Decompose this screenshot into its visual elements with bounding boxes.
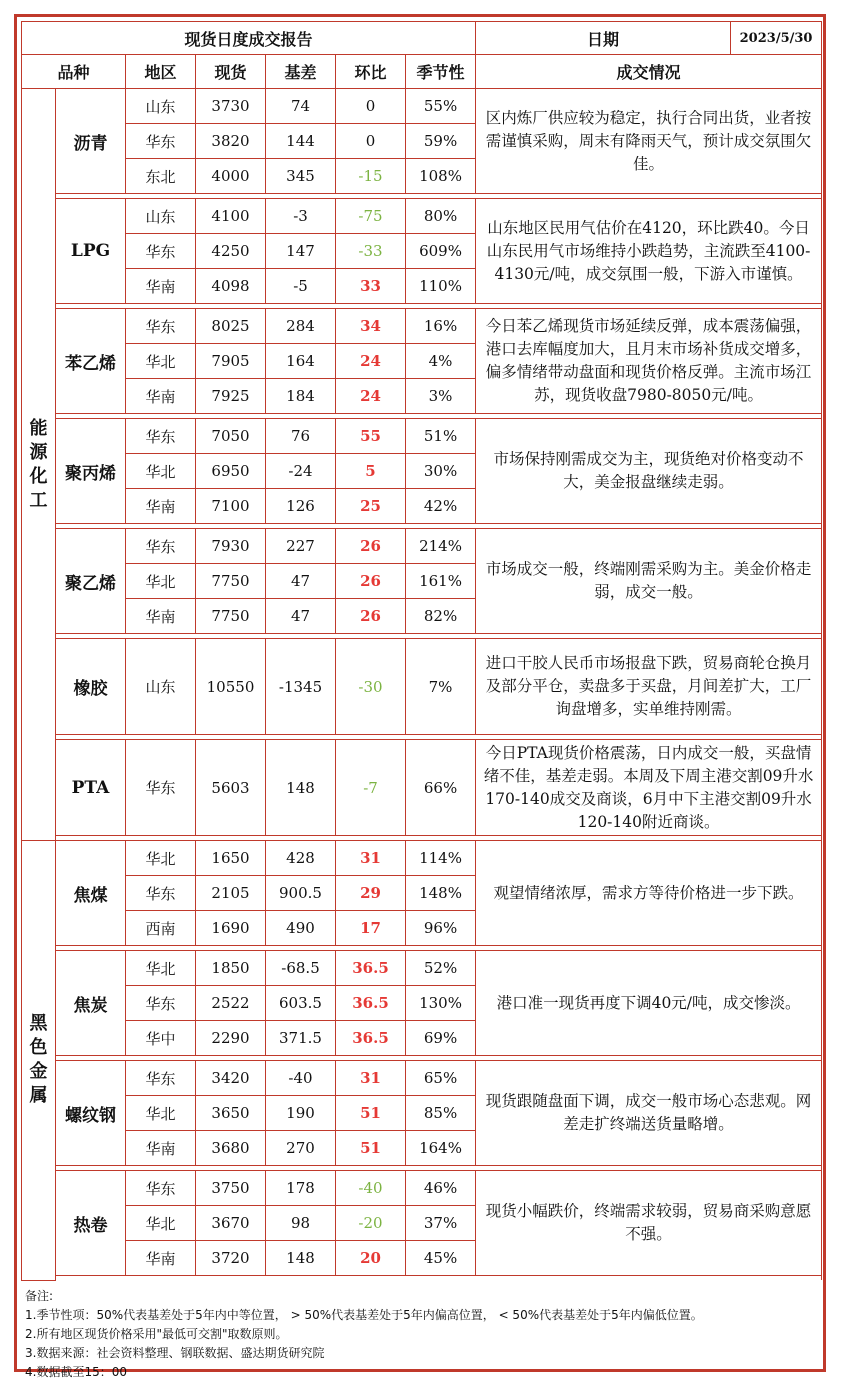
region-cell: 华东: [126, 309, 196, 344]
change-cell: 51: [336, 1096, 406, 1131]
spot-cell: 7750: [196, 564, 266, 599]
product-separator: [22, 1276, 822, 1281]
change-cell: -75: [336, 199, 406, 234]
deal-description: 今日苯乙烯现货市场延续反弹，成本震荡偏强，港口去库幅度加大，且月末市场补货成交增多，偏多情绪带动盘面和现货价格反弹。主流市场江苏，现货收盘7980-8050元/吨。: [476, 309, 822, 414]
table-row: [22, 1061, 822, 1096]
table-row: [22, 841, 822, 876]
region-cell: 华东: [126, 419, 196, 454]
col-header-basis: 基差: [266, 55, 336, 89]
change-cell: 26: [336, 599, 406, 634]
change-cell: -20: [336, 1206, 406, 1241]
deal-description: 市场成交一般，终端刚需采购为主。美金价格走弱，成交一般。: [476, 529, 822, 634]
basis-cell: 284: [266, 309, 336, 344]
col-header-spot: 现货: [196, 55, 266, 89]
product-name: LPG: [56, 199, 126, 304]
deal-description: 港口准一现货再度下调40元/吨，成交惨淡。: [476, 951, 822, 1056]
basis-cell: 98: [266, 1206, 336, 1241]
region-cell: 华北: [126, 564, 196, 599]
product-name: 热卷: [56, 1171, 126, 1276]
basis-cell: 900.5: [266, 876, 336, 911]
spot-cell: 3750: [196, 1171, 266, 1206]
spot-cell: 7100: [196, 489, 266, 524]
spot-cell: 3820: [196, 124, 266, 159]
table-row: [22, 89, 822, 124]
change-cell: 31: [336, 841, 406, 876]
product-name: 螺纹钢: [56, 1061, 126, 1166]
change-cell: -40: [336, 1171, 406, 1206]
spot-cell: 6950: [196, 454, 266, 489]
spot-cell: 1850: [196, 951, 266, 986]
basis-cell: 345: [266, 159, 336, 194]
spot-cell: 3680: [196, 1131, 266, 1166]
basis-cell: 148: [266, 1241, 336, 1276]
basis-cell: -3: [266, 199, 336, 234]
table-row: [22, 740, 822, 836]
product-name: 橡胶: [56, 639, 126, 735]
region-cell: 华东: [126, 1061, 196, 1096]
deal-description: 进口干胶人民币市场报盘下跌，贸易商轮仓换月及部分平仓，卖盘多于买盘，月间差扩大，工厂询盘增多，实单维持刚需。: [476, 639, 822, 735]
basis-cell: 270: [266, 1131, 336, 1166]
product-name: PTA: [56, 740, 126, 836]
region-cell: 华中: [126, 1021, 196, 1056]
change-cell: 51: [336, 1131, 406, 1166]
region-cell: 华东: [126, 234, 196, 269]
basis-cell: -68.5: [266, 951, 336, 986]
change-cell: 26: [336, 564, 406, 599]
spot-cell: 4100: [196, 199, 266, 234]
spot-cell: 10550: [196, 639, 266, 735]
table-row: [22, 951, 822, 986]
table-row: [22, 199, 822, 234]
season-cell: 16%: [406, 309, 476, 344]
basis-cell: 126: [266, 489, 336, 524]
product-name: 聚丙烯: [56, 419, 126, 524]
season-cell: 37%: [406, 1206, 476, 1241]
season-cell: 52%: [406, 951, 476, 986]
season-cell: 110%: [406, 269, 476, 304]
season-cell: 55%: [406, 89, 476, 124]
season-cell: 85%: [406, 1096, 476, 1131]
season-cell: 4%: [406, 344, 476, 379]
spot-cell: 4098: [196, 269, 266, 304]
basis-cell: 190: [266, 1096, 336, 1131]
basis-cell: 47: [266, 599, 336, 634]
region-cell: 华北: [126, 951, 196, 986]
basis-cell: 490: [266, 911, 336, 946]
deal-description: 区内炼厂供应较为稳定，执行合同出货，业者按需谨慎采购，周末有降雨天气，预计成交氛围欠佳。: [476, 89, 822, 194]
basis-cell: -24: [266, 454, 336, 489]
col-header-region: 地区: [126, 55, 196, 89]
change-cell: 36.5: [336, 986, 406, 1021]
deal-description: 现货跟随盘面下调，成交一般市场心态悲观。网差走扩终端送货量略增。: [476, 1061, 822, 1166]
change-cell: 0: [336, 124, 406, 159]
change-cell: 25: [336, 489, 406, 524]
spot-cell: 3730: [196, 89, 266, 124]
table-row: [22, 529, 822, 564]
region-cell: 山东: [126, 639, 196, 735]
note-line: 备注:: [25, 1288, 54, 1303]
region-cell: 华南: [126, 489, 196, 524]
basis-cell: 147: [266, 234, 336, 269]
basis-cell: 74: [266, 89, 336, 124]
spot-cell: 3420: [196, 1061, 266, 1096]
basis-cell: 603.5: [266, 986, 336, 1021]
season-cell: 59%: [406, 124, 476, 159]
product-name: 焦炭: [56, 951, 126, 1056]
region-cell: 东北: [126, 159, 196, 194]
season-cell: 80%: [406, 199, 476, 234]
spot-cell: 7050: [196, 419, 266, 454]
season-cell: 82%: [406, 599, 476, 634]
basis-cell: -1345: [266, 639, 336, 735]
basis-cell: 371.5: [266, 1021, 336, 1056]
basis-cell: 184: [266, 379, 336, 414]
change-cell: 26: [336, 529, 406, 564]
deal-description: 观望情绪浓厚，需求方等待价格进一步下跌。: [476, 841, 822, 946]
basis-cell: 144: [266, 124, 336, 159]
deal-description: 现货小幅跌价，终端需求较弱，贸易商采购意愿不强。: [476, 1171, 822, 1276]
spot-cell: 1650: [196, 841, 266, 876]
season-cell: 161%: [406, 564, 476, 599]
change-cell: 17: [336, 911, 406, 946]
season-cell: 46%: [406, 1171, 476, 1206]
col-header-season: 季节性: [406, 55, 476, 89]
note-line: 4.数据截至15：00: [25, 1364, 127, 1379]
table-row: [22, 639, 822, 735]
col-header-change: 环比: [336, 55, 406, 89]
season-cell: 609%: [406, 234, 476, 269]
note-line: 1.季节性项：50%代表基差处于5年内中等位置， > 50%代表基差处于5年内偏高位置， < 50%代表基差处于5年内偏低位置。: [25, 1307, 703, 1322]
spot-cell: 7930: [196, 529, 266, 564]
date-value: 2023/5/30: [739, 30, 813, 46]
season-cell: 114%: [406, 841, 476, 876]
col-header-product: 品种: [22, 55, 126, 89]
spot-cell: 4000: [196, 159, 266, 194]
season-cell: 130%: [406, 986, 476, 1021]
region-cell: 华东: [126, 529, 196, 564]
product-name: 聚乙烯: [56, 529, 126, 634]
note-line: 2.所有地区现货价格采用"最低可交割"取数原则。: [25, 1326, 288, 1341]
change-cell: -7: [336, 740, 406, 836]
season-cell: 69%: [406, 1021, 476, 1056]
region-cell: 华南: [126, 599, 196, 634]
table-row: [22, 1171, 822, 1206]
spot-cell: 5603: [196, 740, 266, 836]
region-cell: 山东: [126, 89, 196, 124]
note-line: 3.数据来源：社会资料整理、钢联数据、盛达期货研究院: [25, 1345, 325, 1360]
season-cell: 96%: [406, 911, 476, 946]
region-cell: 西南: [126, 911, 196, 946]
change-cell: 55: [336, 419, 406, 454]
season-cell: 66%: [406, 740, 476, 836]
basis-cell: 428: [266, 841, 336, 876]
basis-cell: 148: [266, 740, 336, 836]
season-cell: 108%: [406, 159, 476, 194]
notes: [21, 1281, 819, 1386]
season-cell: 30%: [406, 454, 476, 489]
deal-description: 今日PTA现货价格震荡，日内成交一般，买盘情绪不佳，基差走弱。本周及下周主港交割09升水170-140成交及商谈，6月中下主港交割09升水120-140附近商谈。: [476, 740, 822, 836]
region-cell: 华南: [126, 1241, 196, 1276]
region-cell: 华南: [126, 269, 196, 304]
basis-cell: 76: [266, 419, 336, 454]
season-cell: 65%: [406, 1061, 476, 1096]
change-cell: -30: [336, 639, 406, 735]
change-cell: 34: [336, 309, 406, 344]
change-cell: 24: [336, 344, 406, 379]
product-name: 焦煤: [56, 841, 126, 946]
region-cell: 山东: [126, 199, 196, 234]
region-cell: 华北: [126, 1206, 196, 1241]
product-name: 苯乙烯: [56, 309, 126, 414]
region-cell: 华东: [126, 124, 196, 159]
basis-cell: 227: [266, 529, 336, 564]
basis-cell: 164: [266, 344, 336, 379]
region-cell: 华东: [126, 876, 196, 911]
deal-description: 山东地区民用气估价在4120，环比跌40。今日山东民用气市场维持小跌趋势，主流跌至4100-4130元/吨，成交氛围一般，下游入市谨慎。: [476, 199, 822, 304]
region-cell: 华北: [126, 1096, 196, 1131]
spot-cell: 1690: [196, 911, 266, 946]
change-cell: 36.5: [336, 951, 406, 986]
spot-cell: 3670: [196, 1206, 266, 1241]
season-cell: 164%: [406, 1131, 476, 1166]
spot-cell: 2290: [196, 1021, 266, 1056]
spot-cell: 3650: [196, 1096, 266, 1131]
region-cell: 华东: [126, 1171, 196, 1206]
change-cell: -33: [336, 234, 406, 269]
season-cell: 42%: [406, 489, 476, 524]
spot-cell: 3720: [196, 1241, 266, 1276]
report-table: [21, 21, 822, 1281]
date-label: 日期: [476, 22, 731, 54]
spot-cell: 8025: [196, 309, 266, 344]
spot-cell: 4250: [196, 234, 266, 269]
spot-cell: 7905: [196, 344, 266, 379]
report-title: 现货日度成交报告: [22, 22, 476, 55]
region-cell: 华南: [126, 1131, 196, 1166]
col-header-deal: 成交情况: [476, 55, 822, 89]
region-cell: 华东: [126, 986, 196, 1021]
basis-cell: -5: [266, 269, 336, 304]
category-cell: 能 源 化 工: [22, 89, 56, 841]
region-cell: 华东: [126, 740, 196, 836]
region-cell: 华北: [126, 841, 196, 876]
region-cell: 华南: [126, 379, 196, 414]
spot-cell: 7750: [196, 599, 266, 634]
table-row: [22, 309, 822, 344]
season-cell: 51%: [406, 419, 476, 454]
table-row: [22, 419, 822, 454]
change-cell: 31: [336, 1061, 406, 1096]
basis-cell: -40: [266, 1061, 336, 1096]
deal-description: 市场保持刚需成交为主，现货绝对价格变动不大，美金报盘继续走弱。: [476, 419, 822, 524]
spot-cell: 2522: [196, 986, 266, 1021]
season-cell: 7%: [406, 639, 476, 735]
season-cell: 148%: [406, 876, 476, 911]
category-cell: 黑 色 金 属: [22, 841, 56, 1281]
change-cell: 5: [336, 454, 406, 489]
change-cell: 24: [336, 379, 406, 414]
region-cell: 华北: [126, 344, 196, 379]
change-cell: 36.5: [336, 1021, 406, 1056]
season-cell: 3%: [406, 379, 476, 414]
report-frame: [14, 14, 826, 1379]
change-cell: 20: [336, 1241, 406, 1276]
product-name: 沥青: [56, 89, 126, 194]
change-cell: 29: [336, 876, 406, 911]
change-cell: -15: [336, 159, 406, 194]
change-cell: 0: [336, 89, 406, 124]
basis-cell: 178: [266, 1171, 336, 1206]
spot-cell: 7925: [196, 379, 266, 414]
season-cell: 45%: [406, 1241, 476, 1276]
region-cell: 华北: [126, 454, 196, 489]
season-cell: 214%: [406, 529, 476, 564]
basis-cell: 47: [266, 564, 336, 599]
spot-cell: 2105: [196, 876, 266, 911]
change-cell: 33: [336, 269, 406, 304]
